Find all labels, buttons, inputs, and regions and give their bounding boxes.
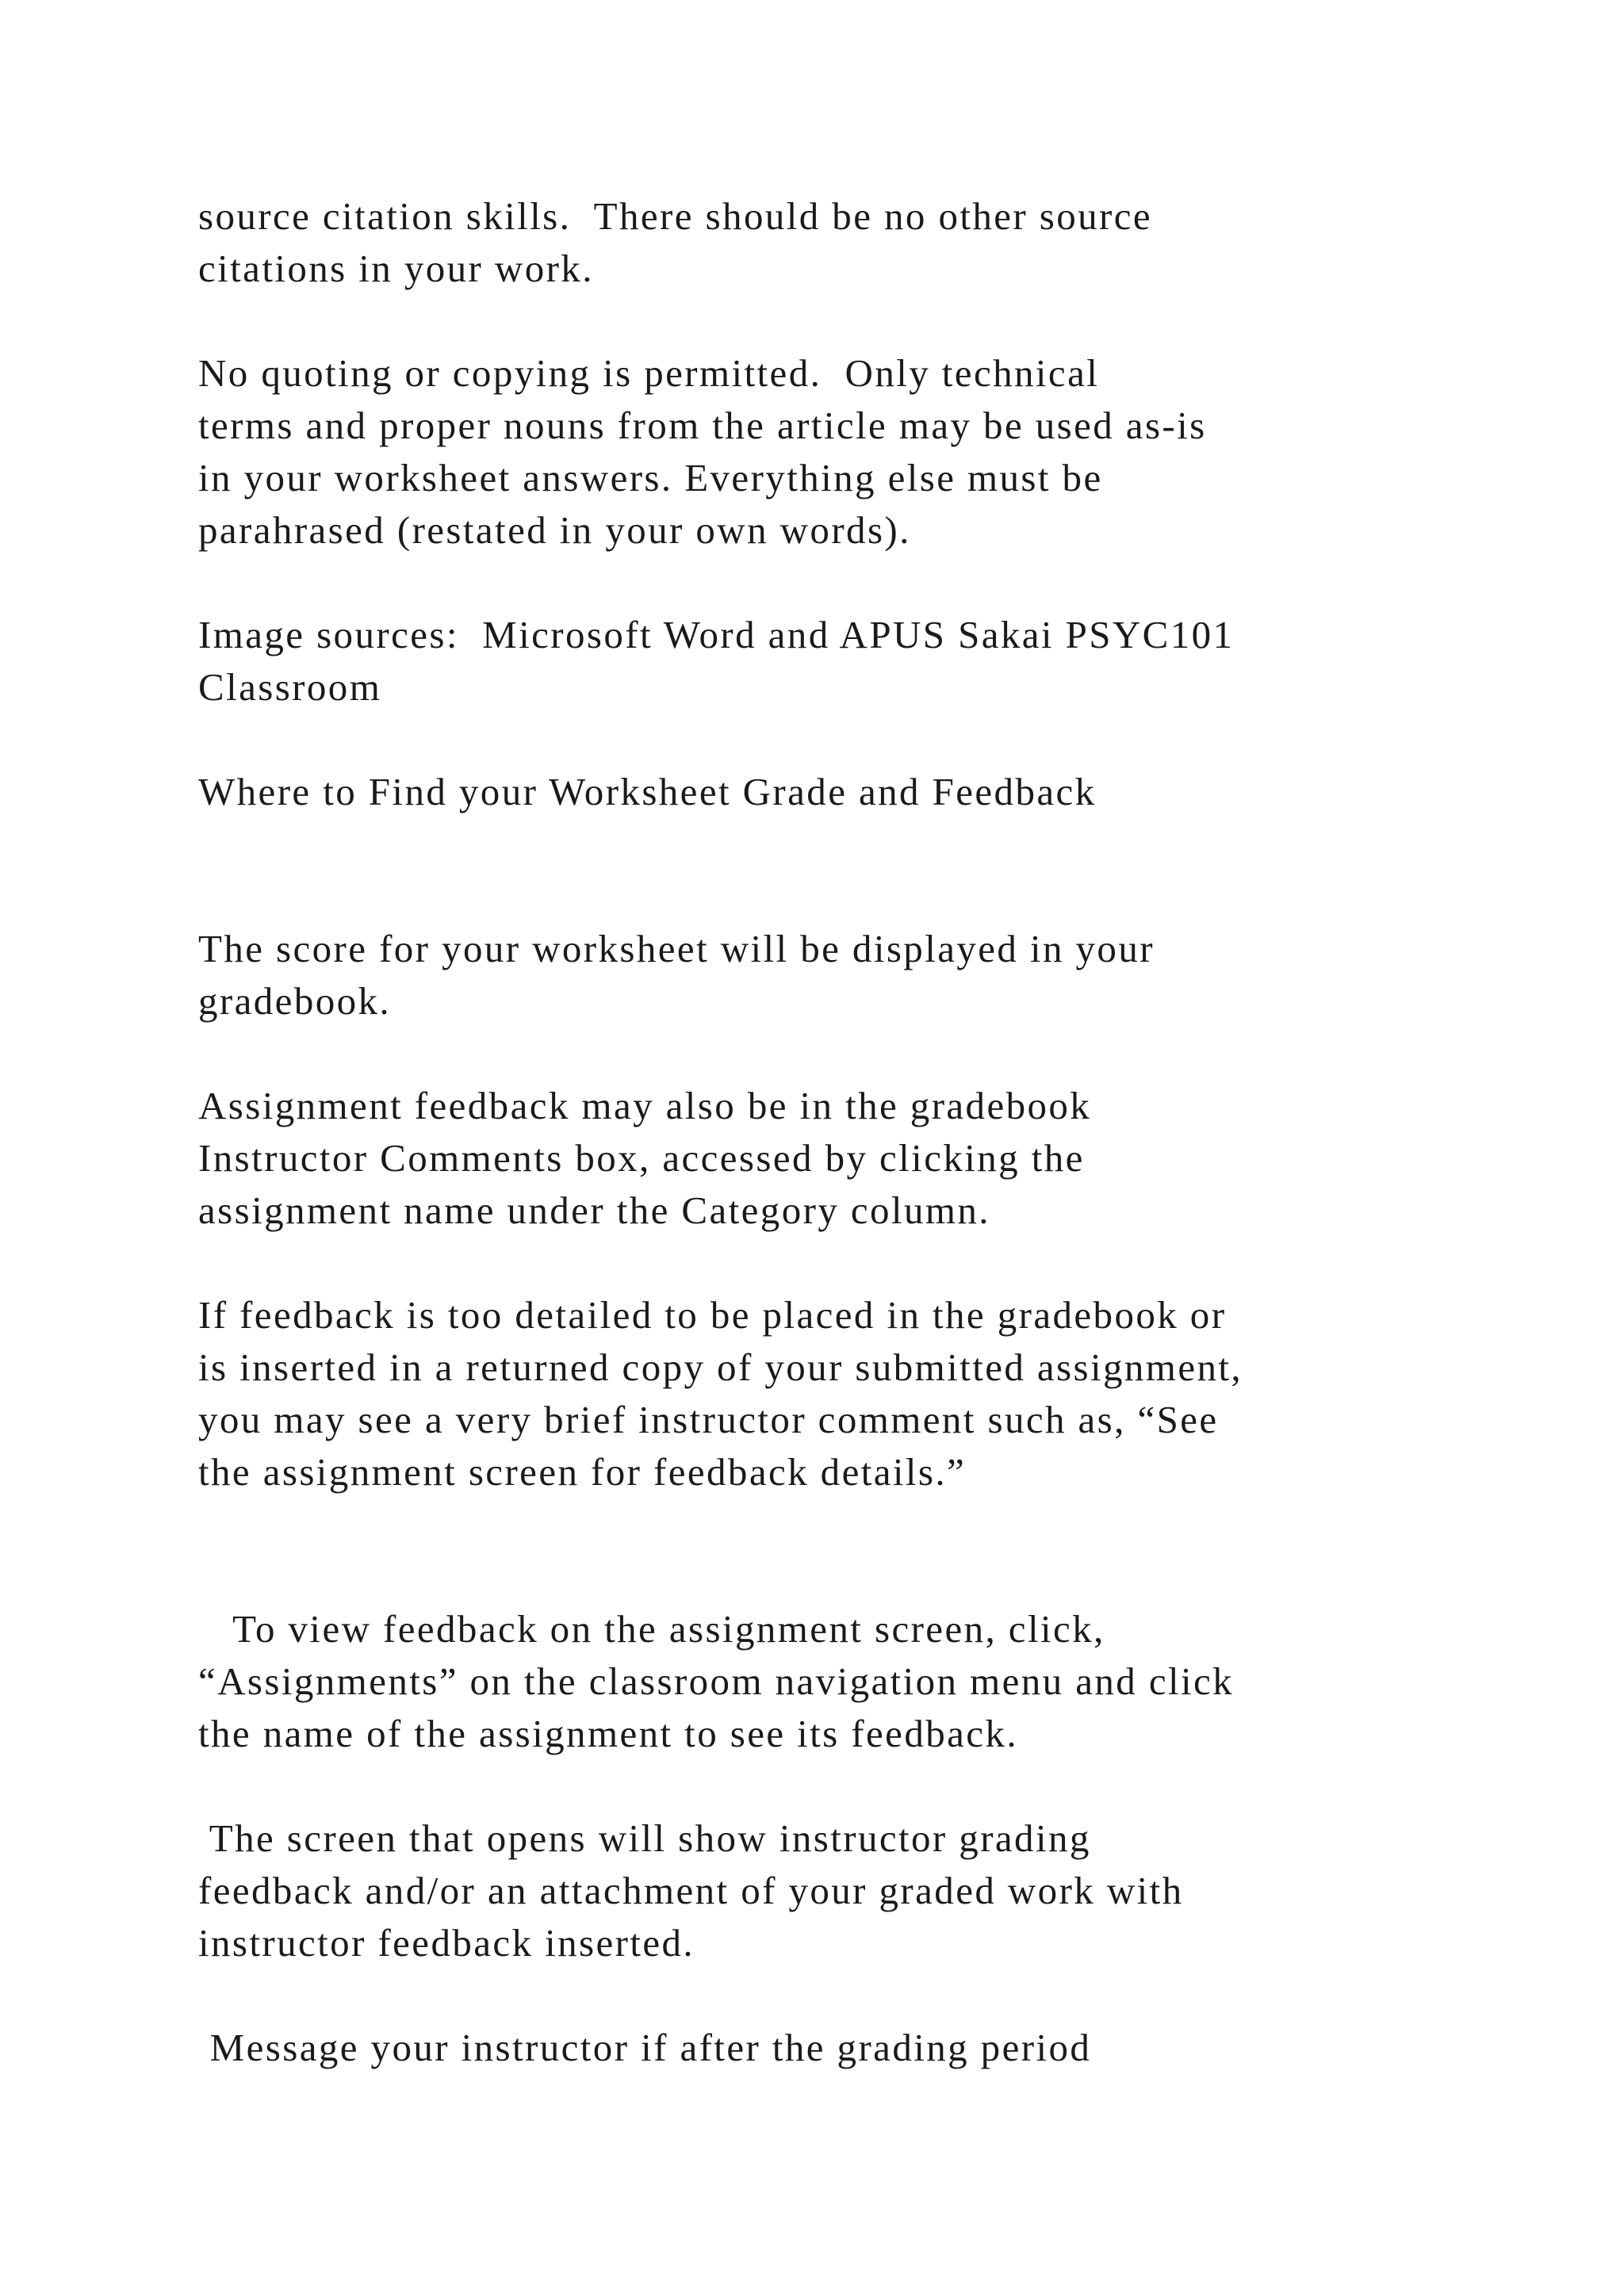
text-line: The screen that opens will show instructor grading bbox=[198, 1816, 1091, 1860]
text-line: terms and proper nouns from the article may be used as-is bbox=[198, 404, 1207, 447]
text-line: Instructor Comments box, accessed by clicking the bbox=[198, 1136, 1085, 1180]
text-line: the assignment screen for feedback details.” bbox=[198, 1450, 967, 1494]
paragraph-no-quoting bbox=[198, 347, 1435, 557]
text-line: No quoting or copying is permitted. Only technical bbox=[198, 351, 1100, 395]
text-line: Image sources: Microsoft Word and APUS Sakai PSYC101 bbox=[198, 613, 1235, 656]
paragraph-instructor-comments bbox=[198, 1080, 1435, 1237]
paragraph-image-sources bbox=[198, 609, 1435, 714]
paragraph-screen-opens bbox=[198, 1812, 1435, 1969]
paragraph-citation-skills bbox=[198, 190, 1435, 295]
document-body bbox=[198, 190, 1435, 2126]
text-line: source citation skills. There should be no other source bbox=[198, 194, 1153, 238]
text-line: in your worksheet answers. Everything else must be bbox=[198, 456, 1103, 499]
text-line: assignment name under the Category column. bbox=[198, 1188, 990, 1232]
text-line: instructor feedback inserted. bbox=[198, 1921, 695, 1965]
text-line: gradebook. bbox=[198, 979, 392, 1023]
section-heading-feedback bbox=[198, 766, 1435, 818]
paragraph-view-feedback bbox=[198, 1603, 1435, 1760]
text-line: parahrased (restated in your own words). bbox=[198, 508, 911, 552]
paragraph-message-instructor bbox=[198, 2022, 1435, 2074]
text-line: citations in your work. bbox=[198, 247, 594, 290]
paragraph-detailed-feedback bbox=[198, 1289, 1435, 1498]
text-line: “Assignments” on the classroom navigation menu and click bbox=[198, 1659, 1235, 1703]
text-line: is inserted in a returned copy of your submitted assignment, bbox=[198, 1345, 1243, 1389]
text-line: feedback and/or an attachment of your graded work with bbox=[198, 1869, 1184, 1912]
text-line: Where to Find your Worksheet Grade and Feedback bbox=[198, 770, 1097, 813]
text-line: the name of the assignment to see its feedback. bbox=[198, 1712, 1018, 1755]
text-line: If feedback is too detailed to be placed in the gradebook or bbox=[198, 1293, 1227, 1337]
text-line: To view feedback on the assignment screen, click, bbox=[198, 1607, 1105, 1651]
text-line: The score for your worksheet will be displayed in your bbox=[198, 927, 1155, 970]
text-line: Classroom bbox=[198, 665, 382, 709]
paragraph-score-gradebook bbox=[198, 923, 1435, 1027]
text-line: Message your instructor if after the grading period bbox=[198, 2026, 1092, 2069]
text-line: you may see a very brief instructor comment such as, “See bbox=[198, 1398, 1219, 1441]
text-line: Assignment feedback may also be in the gradebook bbox=[198, 1084, 1092, 1127]
